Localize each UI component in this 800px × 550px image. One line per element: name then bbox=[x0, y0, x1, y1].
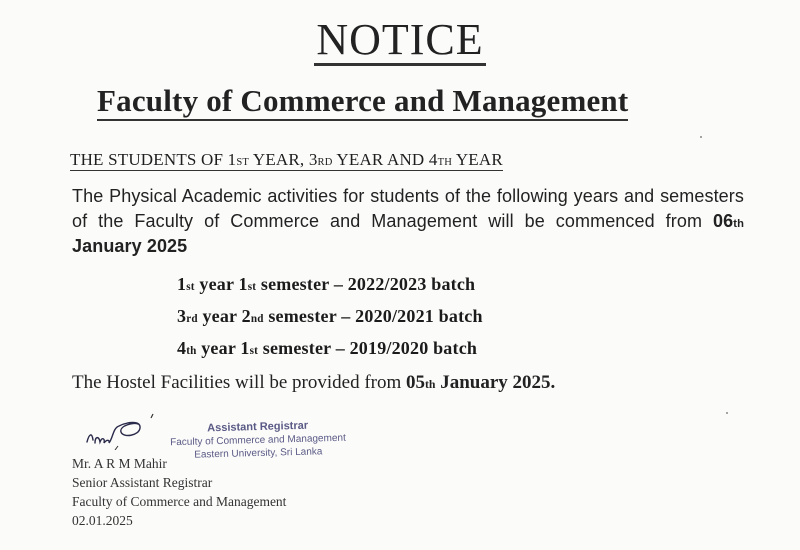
batch-year-sup: th bbox=[186, 345, 197, 357]
batch-text: year bbox=[197, 306, 242, 326]
hostel-text: The Hostel Facilities will be provided from bbox=[72, 372, 407, 393]
batch-sem-sup: nd bbox=[250, 313, 264, 325]
batch-item bbox=[177, 300, 483, 332]
hostel-date bbox=[406, 372, 555, 393]
date-sup: th bbox=[733, 218, 744, 230]
signatory-name: Mr. A R M Mahir bbox=[72, 456, 167, 471]
batch-sem-sup: st bbox=[247, 281, 257, 293]
date-rest: January 2025. bbox=[435, 372, 556, 393]
batch-year-sup: st bbox=[186, 281, 195, 293]
batch-year-sup: rd bbox=[186, 313, 198, 325]
batch-text: year bbox=[194, 274, 239, 294]
signature-icon bbox=[83, 410, 163, 450]
faculty-title: Faculty of Commerce and Management bbox=[97, 84, 628, 121]
signatory-date: 02.01.2025 bbox=[72, 513, 133, 528]
scan-speck bbox=[700, 136, 702, 138]
stamp-line: Eastern University, Sri Lanka bbox=[194, 446, 323, 461]
signatory-block bbox=[72, 454, 286, 530]
heading-part: YEAR AND 4 bbox=[332, 150, 438, 169]
hostel-notice bbox=[72, 372, 555, 394]
signatory-faculty: Faculty of Commerce and Management bbox=[72, 494, 287, 509]
date-sup: th bbox=[425, 378, 436, 391]
heading-sup: TH bbox=[437, 157, 453, 168]
batch-year: 1 bbox=[177, 274, 187, 294]
batch-text: semester – 2019/2020 batch bbox=[258, 338, 478, 358]
notice-title bbox=[0, 14, 800, 66]
heading-sup: ST bbox=[236, 157, 250, 168]
batch-sem: 2 bbox=[241, 306, 251, 326]
notice-title-text: NOTICE bbox=[316, 15, 484, 64]
batch-item bbox=[177, 268, 483, 300]
students-heading bbox=[70, 150, 503, 171]
heading-part: THE STUDENTS OF 1 bbox=[70, 150, 237, 169]
batch-sem: 1 bbox=[238, 274, 248, 294]
scan-speck bbox=[726, 412, 728, 414]
batch-text: semester – 2022/2023 batch bbox=[256, 274, 476, 294]
batch-year: 4 bbox=[177, 338, 187, 358]
date-day: 05 bbox=[406, 372, 426, 393]
date-rest: January 2025 bbox=[72, 236, 188, 256]
date-day: 06 bbox=[713, 211, 734, 231]
stamp-line: Faculty of Commerce and Management bbox=[170, 432, 346, 449]
batch-text: semester – 2020/2021 batch bbox=[263, 306, 483, 326]
heading-part: YEAR bbox=[452, 150, 503, 169]
heading-part: YEAR, 3 bbox=[249, 150, 318, 169]
batch-list bbox=[177, 268, 483, 364]
batch-sem: 1 bbox=[240, 338, 250, 358]
batch-item bbox=[177, 332, 483, 364]
batch-year: 3 bbox=[177, 306, 187, 326]
batch-text: year bbox=[196, 338, 241, 358]
signatory-position: Senior Assistant Registrar bbox=[72, 475, 213, 490]
heading-sup: RD bbox=[317, 157, 333, 168]
body-text: The Physical Academic activities for students of the following years and semesters of the Faculty of Commerce and Management will be commenced from bbox=[72, 186, 744, 231]
stamp-line: Assistant Registrar bbox=[207, 419, 309, 435]
batch-sem-sup: st bbox=[249, 345, 259, 357]
body-paragraph bbox=[72, 184, 744, 259]
